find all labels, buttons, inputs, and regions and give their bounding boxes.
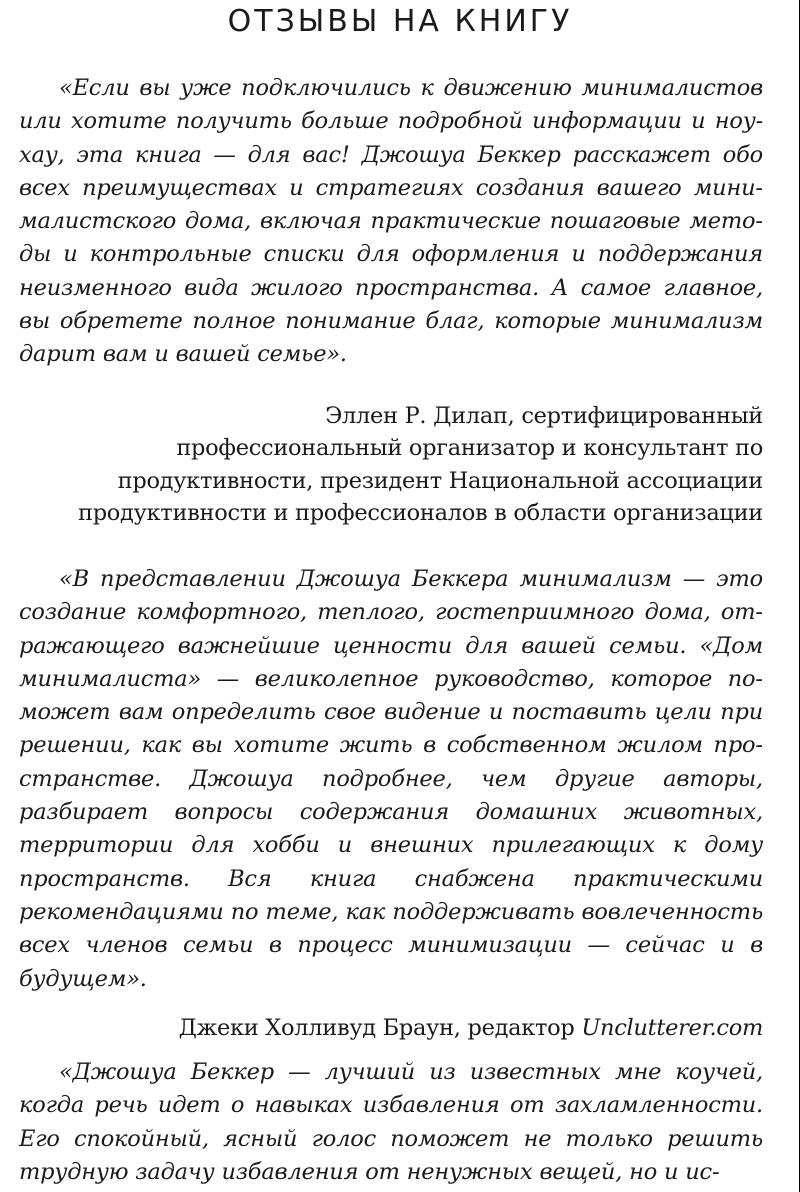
- review-1-attribution-line-4: продуктивности и профессионалов в области организации: [78, 500, 763, 527]
- review-2-attribution: [19, 1012, 763, 1045]
- review-3: [19, 1056, 763, 1189]
- review-2: [19, 563, 763, 1044]
- review-1-attribution-line-3: продуктивности, президент Национальной ассоциации: [117, 467, 763, 494]
- review-1-attribution-line-1: Эллен Р. Дилап, сертифицированный: [325, 402, 763, 429]
- review-2-attribution-line: [19, 1012, 763, 1045]
- review-2-quote: «В представлении Джошуа Беккера минимализм — это создание комфортного, теплого, гостеприимного дома, отражающего важнейшие ценности для вашей семьи. «Дом минималиста» — великолепное руководство, которое поможет вам определить свое видение и поставить цели при решении, как вы хотите жить в собственном жилом пространстве. Джошуа подробнее, чем другие авторы, разбирает вопросы содержания домашних животных, территории для хобби и внешних прилегающих к дому пространств. Вся книга снабжена практическими рекомендациями по теме, как поддерживать вовлеченность всех членов семьи в процесс минимизации — сейчас и в будущем».: [19, 566, 763, 992]
- page-title: ОТЗЫВЫ НА КНИГУ: [227, 4, 573, 39]
- review-2-attribution-site: Unclutterer.com: [581, 1014, 763, 1041]
- review-3-quote: «Джошуа Беккер — лучший из известных мне коучей, когда речь идет о навыках избавления от захламленности. Его спокойный, ясный голос поможет не только решить трудную задачу избавления от ненужных вещей, но и ис-: [19, 1059, 763, 1185]
- review-1: [19, 72, 763, 530]
- review-1-quote: «Если вы уже подключились к движению минималистов или хотите получить больше подробной информации и ноу-хау, эта книга — для вас! Джошуа Беккер расскажет обо всех преимуществах и стратегиях создания вашего минималистского дома, включая практические пошаговые методы и контрольные списки для оформления и поддержания неизменного вида жилого пространства. А самое главное, вы обретете полное понимание благ, которые минимализм дарит вам и вашей семье».: [19, 75, 763, 368]
- review-1-attribution-line-2: профессиональный организатор и консультант по: [176, 435, 763, 462]
- review-2-attribution-name: Джеки Холливуд Браун, редактор: [178, 1014, 582, 1041]
- review-1-attribution: [19, 400, 763, 530]
